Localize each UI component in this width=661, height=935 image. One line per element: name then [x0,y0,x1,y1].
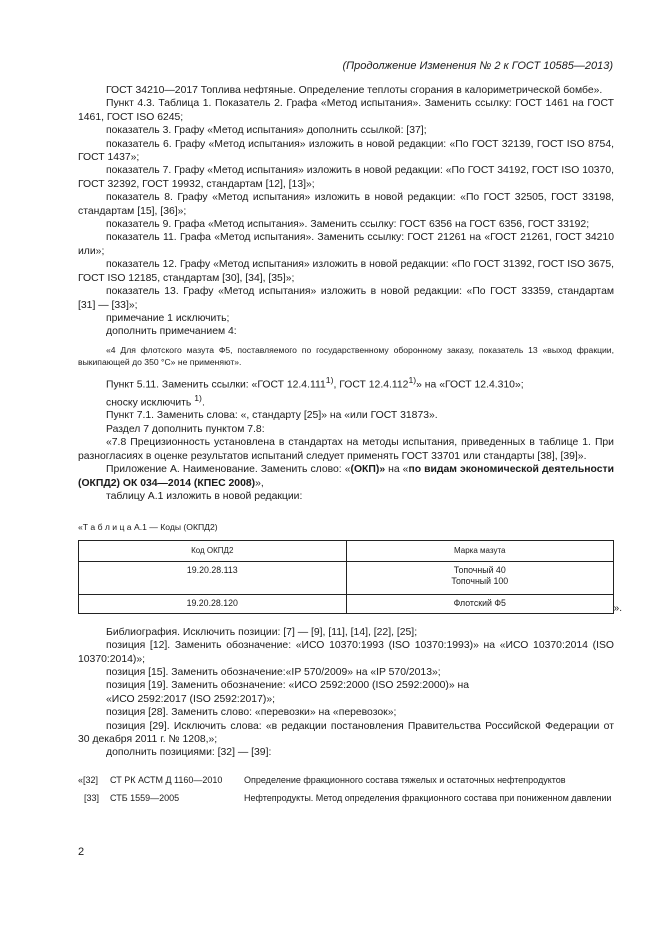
paragraph: таблицу А.1 изложить в новой редакции: [106,490,303,502]
paragraph: показатель 7. Графу «Метод испытания» изложить в новой редакции: «По ГОСТ 34192, ГОСТ ISO 10370, ГОСТ 32392, ГОСТ 19932, стандартам [12], [13]»; [78,165,614,190]
paragraph: позиция [12]. Заменить обозначение: «ИСО 10370:1993 (ISO 10370:1993)» на «ИСО 10370:2014 (ISO 10370:2014)»; [78,640,614,665]
column-header: Код ОКПД2 [79,540,347,561]
paragraph: показатель 13. Графу «Метод испытания» изложить в новой редакции: «По ГОСТ 33359, стандартам [31] — [33]»; [78,286,614,311]
paragraph: позиция [29]. Исключить слова: «в редакции постановления Правительства Российской Федерации от 30 декабря 2011 г. № 1208,»; [78,720,614,745]
table-close-quote: ». [613,603,622,615]
column-header: Марка мазута [346,540,614,561]
document-body [78,84,622,810]
page-number: 2 [78,846,85,858]
paragraph: дополнить примечанием 4: [106,326,237,338]
table-row [79,561,614,594]
table-caption: «Т а б л и ц а А.1 — Коды (ОКПД2) [78,522,218,533]
paragraph-footnote: сноску исключить $^{1)}$. [106,392,205,409]
paragraph: Библиография. Исключить позиции: [7] — [9], [11], [14], [22], [25]; [106,626,418,638]
paragraph: показатель 3. Графу «Метод испытания» дополнить ссылкой: [37]; [106,125,427,137]
bibliography-entry: «[32] СТ РК АСТМ Д 1160—2010 Определение фракционного состава тяжелых и остаточных нефтепродуктов [78,774,566,785]
paragraph: позиция [15]. Заменить обозначение:«IP 570/2009» на «IP 570/2013»; [106,666,441,678]
paragraph: позиция [19]. Заменить обозначение: «ИСО 2592:2000 (ISO 2592:2000)» на [106,680,470,692]
bibliography-list [78,774,614,804]
paragraph: примечание 1 исключить; [106,312,230,324]
paragraph: показатель 12. Графу «Метод испытания» изложить в новой редакции: «По ГОСТ 31392, ГОСТ ISO 3675, ГОСТ ISO 12185, стандартам [30], [34], [35]»; [78,259,614,284]
brand-cell: Флотский Ф5 [346,594,614,613]
paragraph: показатель 9. Графа «Метод испытания». Заменить ссылку: ГОСТ 6356 на ГОСТ 6356, ГОСТ 33192; [106,219,590,231]
paragraph: ГОСТ 34210—2017 Топлива нефтяные. Определение теплоты сгорания в калориметрической бомбе». [106,85,603,96]
paragraph: позиция [28]. Заменить слово: «перевозки» на «перевозок»; [106,707,397,719]
paragraph: «7.8 Прецизионность установлена в стандартах на методы испытания, приведенных в таблице 1. При разногласиях в оценке результатов испытаний следует применять ГОСТ 33701 или стандарты [38], [39]». [78,437,614,462]
code-cell: 19.20.28.113 [79,561,347,594]
code-cell: 19.20.28.120 [79,594,347,613]
okpd2-table [78,540,614,614]
brand-cell: Топочный 40 Топочный 100 [346,561,614,594]
paragraph-appendix-a: Приложение А. Наименование. Заменить слово: «(ОКП)» на «по видам экономической деятельности (ОКПД2) ОК 034—2014 (КПЕС 2008)», [78,464,614,489]
table-wrapper [78,540,622,615]
paragraph: показатель 6. Графу «Метод испытания» изложить в новой редакции: «По ГОСТ 32139, ГОСТ ISO 8754, ГОСТ 1437»; [78,138,614,164]
bibliography-entry: [33] СТБ 1559—2005 Нефтепродукты. Метод определения фракционного состава при пониженном давлении [84,792,612,803]
paragraph: показатель 11. Графа «Метод испытания». Заменить ссылку: ГОСТ 21261 на «ГОСТ 21261, ГОСТ 34210 или»; [78,232,614,257]
table-row [79,594,614,613]
paragraph-5-11: Пункт 5.11. Заменить ссылки: «ГОСТ 12.4.111$^{1)}$, ГОСТ 12.4.112$^{1)}$» на «ГОСТ 12.4.310»; [106,374,524,391]
note-text: «4 Для флотского мазута Ф5, поставляемого по государственному оборонному заказу, показатель 13 «выход фракции, выкипающей до 350 °С» не применяют». [78,344,614,367]
paragraph: «ИСО 2592:2017 (ISO 2592:2017)»; [106,693,275,705]
page-header: (Продолжение Изменения № 2 к ГОСТ 10585—2013) [342,60,613,72]
paragraph: показатель 8. Графу «Метод испытания» изложить в новой редакции: «По ГОСТ 32505, ГОСТ 33198, стандартам [15], [36]»; [78,192,614,217]
paragraph: Пункт 4.3. Таблица 1. Показатель 2. Графа «Метод испытания». Заменить ссылку: ГОСТ 1461 на ГОСТ 1461, ГОСТ ISO 6245; [78,98,614,123]
paragraph: Пункт 7.1. Заменить слова: «, стандарту [25]» на «или ГОСТ 31873». [106,410,438,422]
paragraph: Раздел 7 дополнить пунктом 7.8: [106,423,265,435]
paragraph: дополнить позициями: [32] — [39]: [106,747,272,759]
